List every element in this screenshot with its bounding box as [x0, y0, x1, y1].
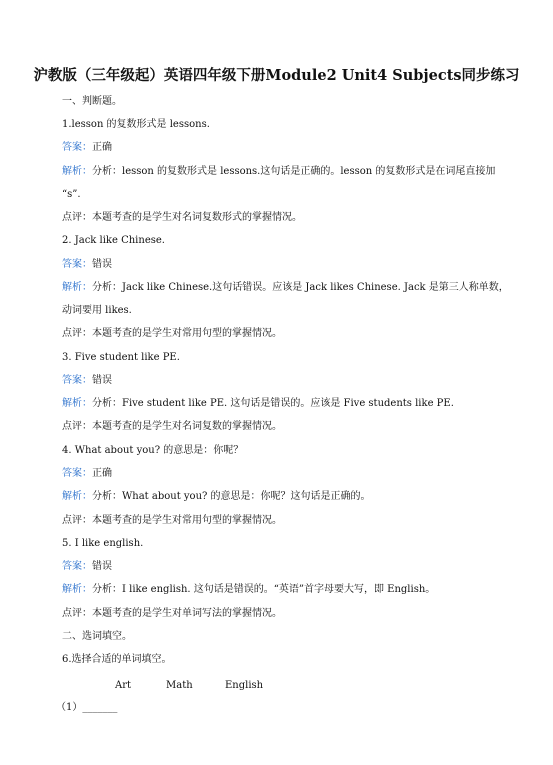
answer-1	[62, 141, 112, 154]
analysis-text: 分析：I like english. 这句话是错误的。“英语”首字母要大写，即 English。	[92, 584, 436, 595]
comment-4: 点评：本题考查的是学生对常用句型的掌握情况。	[62, 515, 282, 526]
analysis-text: 分析：What about you? 的意思是：你呢？这句话是正确的。	[92, 491, 371, 502]
analysis-5	[62, 583, 435, 596]
answer-3	[62, 374, 112, 387]
comment-1: 点评：本题考查的是学生对名词复数形式的掌握情况。	[62, 212, 302, 223]
analysis-text: 分析：Five student like PE. 这句话是错误的。应该是 Five students like PE.	[92, 398, 454, 409]
section-heading-fill-in: 二、选词填空。	[62, 631, 132, 642]
analysis-1-continued: “s”.	[62, 189, 81, 200]
analysis-tag: 解析：	[62, 282, 92, 293]
analysis-1	[62, 165, 495, 178]
document-title: 沪教版（三年级起）英语四年级下册Module2 Unit4 Subjects同步练习	[33, 67, 520, 84]
answer-5	[62, 560, 112, 573]
analysis-tag: 解析：	[62, 166, 92, 177]
analysis-text: 分析：Jack like Chinese.这句话错误。应该是 Jack likes Chinese. Jack 是第三人称单数，	[92, 282, 509, 293]
answer-value: 错误	[92, 375, 112, 386]
answer-value: 正确	[92, 468, 112, 479]
analysis-tag: 解析：	[62, 584, 92, 595]
section-heading-judgement: 一、判断题。	[62, 96, 122, 107]
question-5: 5. I like english.	[62, 538, 144, 549]
analysis-tag: 解析：	[62, 398, 92, 409]
analysis-tag: 解析：	[62, 491, 92, 502]
word-option: Art	[115, 680, 132, 691]
question-4: 4. What about you? 的意思是：你呢？	[62, 445, 244, 456]
answer-value: 错误	[92, 561, 112, 572]
answer-tag: 答案：	[62, 259, 92, 270]
answer-value: 正确	[92, 142, 112, 153]
answer-value: 错误	[92, 259, 112, 270]
analysis-4	[62, 490, 371, 503]
answer-tag: 答案：	[62, 142, 92, 153]
question-3: 3. Five student like PE.	[62, 352, 180, 363]
answer-tag: 答案：	[62, 468, 92, 479]
answer-4	[62, 467, 112, 480]
analysis-2-continued: 动词要用 likes.	[62, 305, 132, 316]
analysis-3	[62, 397, 454, 410]
word-option: Math	[166, 680, 193, 691]
question-6: 6.选择合适的单词填空。	[62, 654, 172, 665]
question-1: 1.lesson 的复数形式是 lessons.	[62, 119, 210, 130]
analysis-text: 分析：lesson 的复数形式是 lessons.这句话是正确的。lesson 的复数形式是在词尾直接加	[92, 166, 496, 177]
blank-1: （1）_______	[56, 702, 118, 713]
analysis-2	[62, 281, 509, 294]
answer-tag: 答案：	[62, 375, 92, 386]
comment-3: 点评：本题考查的是学生对名词复数的掌握情况。	[62, 421, 282, 432]
comment-5: 点评：本题考查的是学生对单词写法的掌握情况。	[62, 608, 282, 619]
question-2: 2. Jack like Chinese.	[62, 235, 165, 246]
word-option: English	[225, 680, 264, 691]
answer-tag: 答案：	[62, 561, 92, 572]
comment-2: 点评：本题考查的是学生对常用句型的掌握情况。	[62, 328, 282, 339]
answer-2	[62, 258, 112, 271]
